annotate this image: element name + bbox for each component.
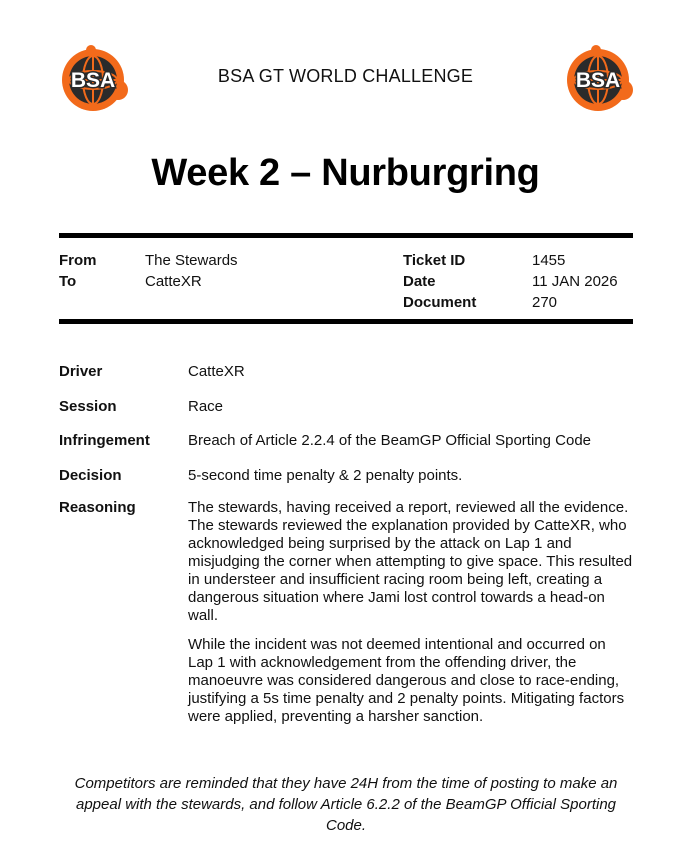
driver-row <box>59 361 634 396</box>
to-value: CatteXR <box>145 273 202 290</box>
driver-value: CatteXR <box>188 363 245 380</box>
document-label: Document <box>403 294 477 311</box>
session-row <box>59 396 634 431</box>
reasoning-row <box>59 499 634 737</box>
from-label: From <box>59 252 97 269</box>
decision-value: 5-second time penalty & 2 penalty points. <box>188 466 463 484</box>
header-divider-top <box>59 233 633 238</box>
logo-text: BSA <box>70 69 116 92</box>
from-value: The Stewards <box>145 252 238 269</box>
document-value: 270 <box>532 294 558 311</box>
meta-to-row <box>59 271 238 292</box>
meta-left-block <box>59 250 238 292</box>
session-value: Race <box>188 397 224 415</box>
meta-right-block <box>403 250 618 313</box>
appeal-notice: Competitors are reminded that they have 24H from the time of posting to make an appeal with the stewards, and follow Article 6.2.2 of the BeamGP Official Sporting Code. <box>74 775 618 834</box>
driver-label: Driver <box>59 363 103 380</box>
reasoning-text <box>188 499 634 737</box>
reasoning-label: Reasoning <box>59 499 136 516</box>
date-value: 11 JAN 2026 <box>532 273 618 290</box>
session-label: Session <box>59 397 117 415</box>
infringement-label: Infringement <box>59 432 150 449</box>
date-label: Date <box>403 273 436 290</box>
reasoning-paragraph-1: The stewards, having received a report, reviewed all the evidence. The stewards reviewed the explanation provided by CatteXR, who acknowledged being surprised by the attack on Lap 1 and misjudging the corner when attempting to give space. This resulted in understeer and insufficient racing room being left, creating a dangerous situation where Jami lost control towards a head-on wall. <box>188 499 633 624</box>
ticket-id-label: Ticket ID <box>403 252 466 269</box>
meta-from-row <box>59 250 238 271</box>
meta-ticket-row <box>403 250 618 271</box>
reasoning-paragraph-2: While the incident was not deemed intentional and occurred on Lap 1 with acknowledgement from the offending driver, the manoeuvre was considered dangerous and close to race-ending, justifying a 5s time penalty and 2 penalty points. Mitigating factors were applied, preventing a harsher sanction. <box>188 636 625 725</box>
ticket-id-value: 1455 <box>532 252 566 269</box>
infringement-value: Breach of Article 2.2.4 of the BeamGP Official Sporting Code <box>188 432 592 449</box>
decision-label: Decision <box>59 466 122 484</box>
to-label: To <box>59 273 77 290</box>
logo-text: BSA <box>575 69 621 92</box>
decision-row <box>59 465 634 500</box>
document-title: Week 2 – Nurburgring <box>151 152 540 194</box>
header-divider-bottom <box>59 319 633 324</box>
meta-date-row <box>403 271 618 292</box>
infringement-row <box>59 430 634 465</box>
meta-document-row <box>403 292 618 313</box>
decision-fields <box>59 361 634 737</box>
bsa-logo-right <box>562 44 634 112</box>
org-title: BSA GT WORLD CHALLENGE <box>217 66 474 86</box>
